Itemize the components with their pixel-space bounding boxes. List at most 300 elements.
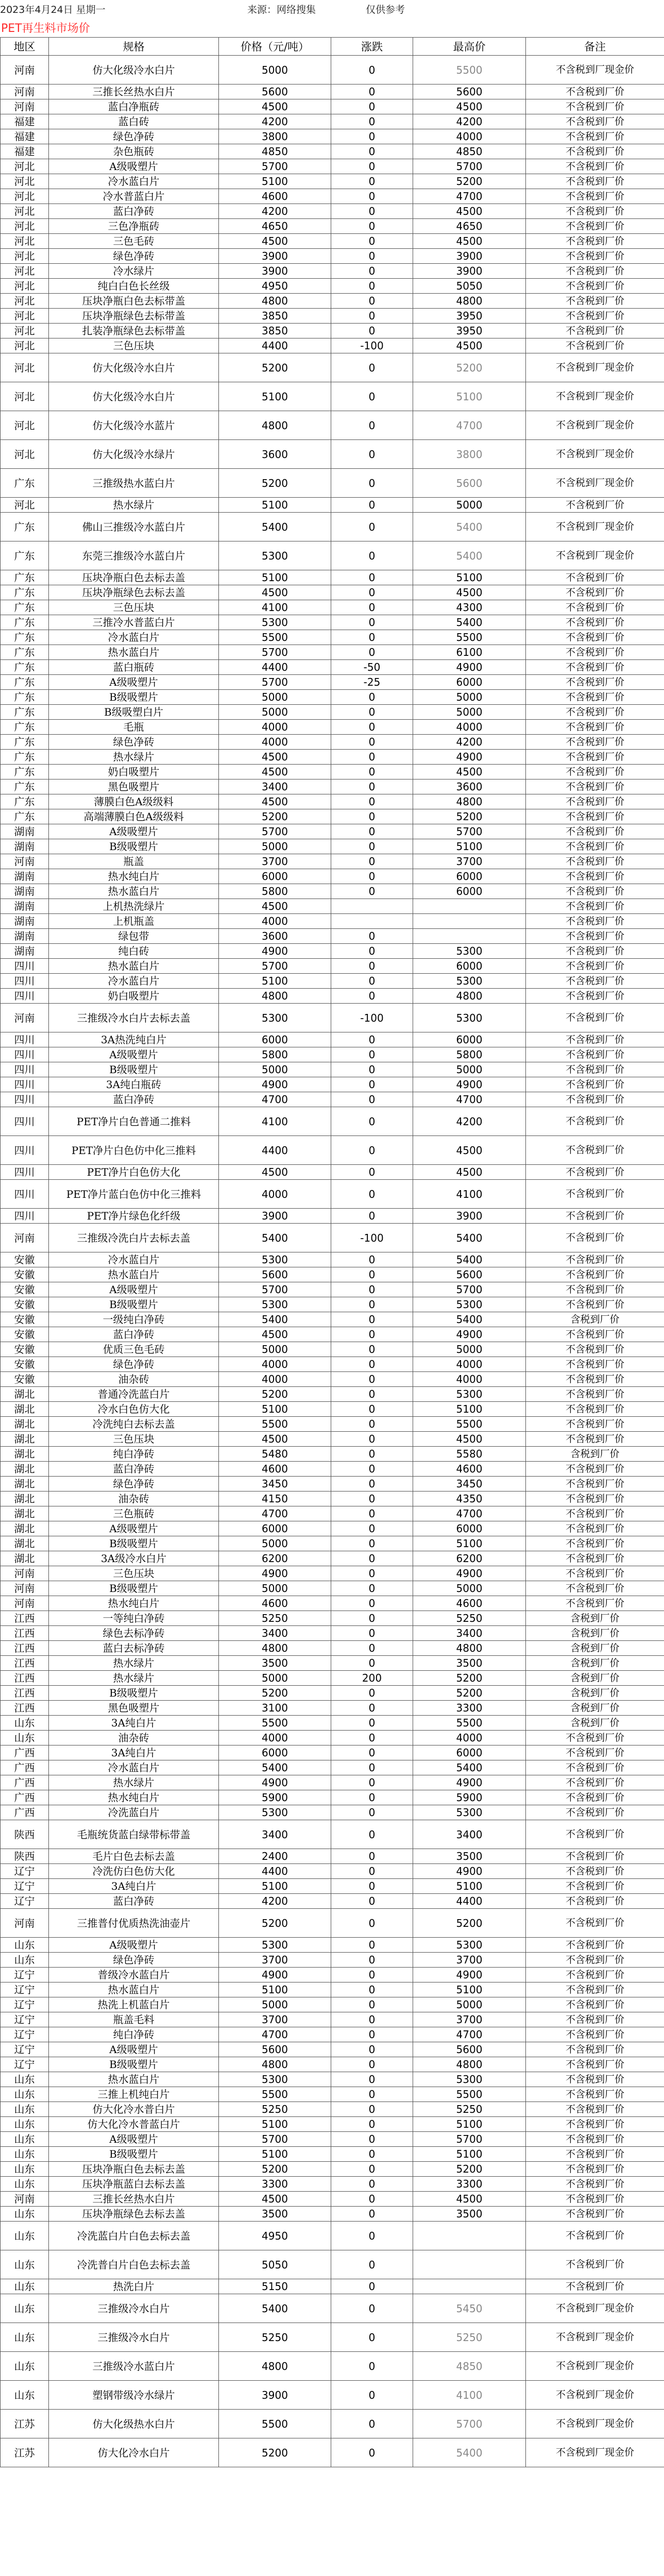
cell-spec: 蓝白瓶砖: [49, 660, 219, 675]
cell-price: 5200: [219, 809, 331, 824]
cell-region: 江苏: [1, 2438, 49, 2467]
cell-high: 5100: [413, 2147, 526, 2162]
cell-high: 6000: [413, 1521, 526, 1536]
cell-price: 3900: [219, 1209, 331, 1224]
cell-price: 4900: [219, 1566, 331, 1581]
cell-change: 0: [331, 884, 413, 899]
cell-price: 5100: [219, 2117, 331, 2132]
cell-high: 4500: [413, 1165, 526, 1180]
cell-price: 4500: [219, 99, 331, 114]
cell-change: 0: [331, 2042, 413, 2057]
cell-spec: 仿大化级冷水白片: [49, 382, 219, 411]
cell-change: -100: [331, 1224, 413, 1252]
cell-region: 广东: [1, 469, 49, 498]
cell-note: 不含税到厂价: [526, 338, 664, 353]
cell-note: 不含税到厂价: [526, 2102, 664, 2117]
cell-change: 0: [331, 440, 413, 469]
cell-change: 0: [331, 2222, 413, 2250]
cell-note: 不含税到厂价: [526, 2222, 664, 2250]
table-row: [1, 2381, 664, 2410]
cell-region: 广东: [1, 660, 49, 675]
cell-price: 5100: [219, 570, 331, 585]
report-reference-note: 仅供参考: [366, 4, 405, 15]
cell-region: 河北: [1, 353, 49, 382]
cell-note: 不含税到厂价: [526, 690, 664, 705]
cell-note: 不含税到厂价: [526, 765, 664, 779]
cell-spec: B级吸塑片: [49, 1297, 219, 1312]
cell-region: 山东: [1, 1731, 49, 1745]
table-row: [1, 1716, 664, 1731]
cell-spec: B级吸塑片: [49, 1581, 219, 1596]
cell-note: 不含税到厂价: [526, 1180, 664, 1209]
table-row: [1, 1136, 664, 1165]
cell-price: 4500: [219, 585, 331, 600]
cell-spec: 三色压块: [49, 1432, 219, 1447]
cell-change: 0: [331, 1047, 413, 1062]
cell-region: 湖南: [1, 944, 49, 959]
cell-price: 4150: [219, 1492, 331, 1506]
cell-price: 4000: [219, 1180, 331, 1209]
report-title-row: [0, 18, 664, 37]
cell-high: 6200: [413, 1551, 526, 1566]
cell-spec: 蓝白净瓶砖: [49, 99, 219, 114]
cell-high: 4500: [413, 585, 526, 600]
cell-price: 5600: [219, 84, 331, 99]
cell-spec: 热水绿片: [49, 750, 219, 765]
cell-note: 不含税到厂价: [526, 1297, 664, 1312]
cell-region: 河北: [1, 174, 49, 189]
table-row: [1, 513, 664, 541]
cell-price: 4800: [219, 411, 331, 440]
table-row: [1, 1417, 664, 1432]
cell-high: 3700: [413, 854, 526, 869]
cell-change: 0: [331, 2087, 413, 2102]
table-row: [1, 2192, 664, 2207]
cell-spec: A级吸塑片: [49, 1047, 219, 1062]
cell-note: 不含税到厂价: [526, 1004, 664, 1032]
cell-region: 辽宁: [1, 1997, 49, 2012]
cell-note: 不含税到厂价: [526, 234, 664, 249]
cell-spec: 压块净瓶绿色去标去盖: [49, 585, 219, 600]
cell-note: 不含税到厂价: [526, 1596, 664, 1611]
cell-price: 5000: [219, 1671, 331, 1686]
cell-change: 0: [331, 750, 413, 765]
table-row: [1, 1327, 664, 1342]
cell-note: 含税到厂价: [526, 1611, 664, 1626]
cell-note: 不含税到厂价: [526, 114, 664, 129]
cell-change: 0: [331, 809, 413, 824]
cell-spec: 三推级冷洗白片去标去盖: [49, 1224, 219, 1252]
cell-region: 广东: [1, 794, 49, 809]
cell-high: 3700: [413, 2012, 526, 2027]
cell-high: 4500: [413, 234, 526, 249]
cell-change: 0: [331, 1107, 413, 1136]
cell-note: 不含税到厂价: [526, 600, 664, 615]
table-row: [1, 1209, 664, 1224]
cell-spec: A级吸塑片: [49, 824, 219, 839]
table-row: [1, 1342, 664, 1357]
cell-high: [413, 2250, 526, 2279]
cell-high: 3300: [413, 1701, 526, 1716]
cell-note: 含税到厂价: [526, 1312, 664, 1327]
cell-note: 不含税到厂价: [526, 2207, 664, 2222]
cell-change: 0: [331, 1611, 413, 1626]
cell-note: 不含税到厂价: [526, 914, 664, 929]
cell-note: 不含税到厂价: [526, 1032, 664, 1047]
table-row: [1, 1462, 664, 1477]
cell-spec: 蓝白净砖: [49, 1894, 219, 1909]
cell-price: 4500: [219, 2192, 331, 2207]
cell-price: 4700: [219, 2027, 331, 2042]
cell-price: 5250: [219, 2323, 331, 2352]
cell-high: 4700: [413, 411, 526, 440]
cell-high: 4000: [413, 1372, 526, 1387]
cell-high: 5100: [413, 2117, 526, 2132]
cell-spec: A级吸塑片: [49, 1521, 219, 1536]
cell-spec: 奶白吸塑片: [49, 765, 219, 779]
cell-price: 3400: [219, 779, 331, 794]
table-row: [1, 1077, 664, 1092]
cell-change: 0: [331, 2012, 413, 2027]
cell-change: 0: [331, 1180, 413, 1209]
cell-high: 4900: [413, 1327, 526, 1342]
table-row: [1, 2117, 664, 2132]
cell-high: 5300: [413, 1387, 526, 1402]
cell-region: 河北: [1, 498, 49, 513]
cell-spec: B级吸塑片: [49, 2147, 219, 2162]
cell-region: 湖南: [1, 869, 49, 884]
table-row: [1, 2222, 664, 2250]
cell-price: 5000: [219, 690, 331, 705]
cell-high: 4650: [413, 219, 526, 234]
cell-note: 含税到厂价: [526, 1641, 664, 1656]
cell-high: 3400: [413, 1820, 526, 1849]
cell-high: 4200: [413, 114, 526, 129]
table-row: [1, 1581, 664, 1596]
table-row: [1, 794, 664, 809]
cell-price: 4700: [219, 1506, 331, 1521]
table-row: [1, 1180, 664, 1209]
cell-spec: 三推冷水普蓝白片: [49, 615, 219, 630]
cell-spec: 普通冷洗蓝白片: [49, 1387, 219, 1402]
cell-price: 5050: [219, 2250, 331, 2279]
cell-spec: 蓝白砖: [49, 114, 219, 129]
table-row: [1, 204, 664, 219]
cell-high: 4900: [413, 1775, 526, 1790]
table-row: [1, 324, 664, 338]
table-row: [1, 1641, 664, 1656]
cell-note: 不含税到厂价: [526, 1953, 664, 1968]
cell-change: 0: [331, 929, 413, 944]
cell-price: 5500: [219, 2087, 331, 2102]
cell-high: 5500: [413, 2087, 526, 2102]
cell-change: 0: [331, 309, 413, 324]
cell-change: 0: [331, 1686, 413, 1701]
cell-change: 0: [331, 1641, 413, 1656]
table-row: [1, 914, 664, 929]
cell-region: 安徽: [1, 1282, 49, 1297]
table-row: [1, 2102, 664, 2117]
cell-high: 4900: [413, 750, 526, 765]
cell-change: 0: [331, 1716, 413, 1731]
cell-region: 湖北: [1, 1387, 49, 1402]
cell-note: 不含税到厂价: [526, 1432, 664, 1447]
cell-high: 3450: [413, 1477, 526, 1492]
table-row: [1, 779, 664, 794]
cell-change: 0: [331, 2352, 413, 2381]
cell-region: 福建: [1, 114, 49, 129]
cell-change: 0: [331, 2132, 413, 2147]
cell-price: 3700: [219, 854, 331, 869]
cell-note: 不含税到厂现金价: [526, 56, 664, 84]
cell-spec: PET净片白色普通二推料: [49, 1107, 219, 1136]
cell-high: 4500: [413, 765, 526, 779]
cell-note: 不含税到厂价: [526, 498, 664, 513]
cell-region: 四川: [1, 1180, 49, 1209]
cell-price: 4900: [219, 944, 331, 959]
cell-high: 4000: [413, 129, 526, 144]
cell-change: 0: [331, 56, 413, 84]
table-row: [1, 1686, 664, 1701]
cell-spec: 热水绿片: [49, 498, 219, 513]
table-row: [1, 1864, 664, 1879]
cell-note: 不含税到厂价: [526, 1165, 664, 1180]
cell-price: 4100: [219, 1107, 331, 1136]
cell-region: 湖北: [1, 1521, 49, 1536]
cell-price: 5100: [219, 1879, 331, 1894]
report-source: 来源：网络搜集: [247, 4, 316, 15]
table-row: [1, 839, 664, 854]
cell-price: 4400: [219, 660, 331, 675]
table-row: [1, 1997, 664, 2012]
cell-spec: 热水蓝白片: [49, 1982, 219, 1997]
cell-spec: 仿大化级冷水白片: [49, 56, 219, 84]
cell-high: 5500: [413, 630, 526, 645]
cell-note: 不含税到厂价: [526, 189, 664, 204]
table-row: [1, 2012, 664, 2027]
cell-spec: 蓝白净砖: [49, 204, 219, 219]
cell-region: 湖北: [1, 1462, 49, 1477]
cell-high: 5200: [413, 353, 526, 382]
cell-spec: 3A纯白片: [49, 1879, 219, 1894]
cell-spec: 热水绿片: [49, 1671, 219, 1686]
cell-note: 不含税到厂价: [526, 1357, 664, 1372]
cell-change: 0: [331, 1820, 413, 1849]
cell-price: 4950: [219, 2222, 331, 2250]
cell-price: 4500: [219, 1327, 331, 1342]
table-row: [1, 1252, 664, 1267]
cell-spec: 三推上机纯白片: [49, 2087, 219, 2102]
cell-spec: 三色瓶砖: [49, 1506, 219, 1521]
cell-change: 0: [331, 1790, 413, 1805]
cell-note: 不含税到厂现金价: [526, 2438, 664, 2467]
report-date: 2023年4月24日 星期一: [0, 4, 106, 15]
cell-region: 福建: [1, 129, 49, 144]
cell-high: 4100: [413, 1180, 526, 1209]
cell-high: 3500: [413, 2207, 526, 2222]
cell-spec: A级吸塑片: [49, 675, 219, 690]
cell-change: 0: [331, 1447, 413, 1462]
cell-change: 0: [331, 99, 413, 114]
cell-high: 5450: [413, 2294, 526, 2323]
table-row: [1, 84, 664, 99]
cell-change: 0: [331, 690, 413, 705]
cell-price: 5000: [219, 1062, 331, 1077]
cell-region: 湖南: [1, 839, 49, 854]
cell-change: 0: [331, 1521, 413, 1536]
price-table-body: [1, 56, 664, 2467]
cell-region: 四川: [1, 959, 49, 974]
cell-region: 山东: [1, 1953, 49, 1968]
cell-high: [413, 2222, 526, 2250]
cell-note: 不含税到厂价: [526, 1506, 664, 1521]
cell-high: 3800: [413, 440, 526, 469]
cell-high: 5200: [413, 1909, 526, 1938]
cell-high: 3400: [413, 1626, 526, 1641]
cell-high: 5400: [413, 513, 526, 541]
table-row: [1, 1775, 664, 1790]
cell-high: 5700: [413, 2132, 526, 2147]
table-row: [1, 1506, 664, 1521]
cell-high: 5200: [413, 2162, 526, 2177]
cell-change: 0: [331, 974, 413, 989]
table-row: [1, 1551, 664, 1566]
cell-high: 4400: [413, 1894, 526, 1909]
cell-spec: 3A纯白片: [49, 1716, 219, 1731]
cell-note: 不含税到厂价: [526, 974, 664, 989]
cell-note: 不含税到厂价: [526, 899, 664, 914]
cell-region: 广东: [1, 765, 49, 779]
cell-note: 不含税到厂价: [526, 2279, 664, 2294]
cell-high: 4850: [413, 144, 526, 159]
cell-price: 5200: [219, 2162, 331, 2177]
cell-region: 河南: [1, 99, 49, 114]
cell-change: 0: [331, 1092, 413, 1107]
cell-high: 4500: [413, 1136, 526, 1165]
cell-region: 山东: [1, 2102, 49, 2117]
cell-spec: 3A纯白瓶砖: [49, 1077, 219, 1092]
cell-spec: 塑钢带级冷水绿片: [49, 2381, 219, 2410]
cell-high: 5000: [413, 498, 526, 513]
cell-spec: 3A纯白片: [49, 1745, 219, 1760]
cell-spec: 热洗白片: [49, 2279, 219, 2294]
cell-region: 广东: [1, 600, 49, 615]
cell-spec: 佛山三推级冷水蓝白片: [49, 513, 219, 541]
cell-high: 5100: [413, 1536, 526, 1551]
cell-change: 0: [331, 1864, 413, 1879]
cell-note: 不含税到厂价: [526, 309, 664, 324]
cell-change: 0: [331, 1077, 413, 1092]
cell-region: 湖北: [1, 1432, 49, 1447]
cell-region: 安徽: [1, 1357, 49, 1372]
cell-note: 含税到厂价: [526, 1447, 664, 1462]
cell-region: 山东: [1, 2147, 49, 2162]
cell-note: 不含税到厂价: [526, 1581, 664, 1596]
cell-change: -100: [331, 338, 413, 353]
table-row: [1, 2147, 664, 2162]
cell-price: 5700: [219, 959, 331, 974]
cell-price: 3400: [219, 1626, 331, 1641]
cell-price: 5700: [219, 824, 331, 839]
table-row: [1, 645, 664, 660]
cell-change: 0: [331, 2147, 413, 2162]
cell-region: 四川: [1, 1107, 49, 1136]
cell-change: 0: [331, 765, 413, 779]
table-row: [1, 1968, 664, 1982]
cell-spec: 冷洗仿白色仿大化: [49, 1864, 219, 1879]
cell-high: 3950: [413, 309, 526, 324]
table-row: [1, 249, 664, 264]
cell-price: 3500: [219, 1656, 331, 1671]
cell-note: 含税到厂价: [526, 1716, 664, 1731]
table-row: [1, 2410, 664, 2438]
cell-change: 0: [331, 1953, 413, 1968]
cell-spec: 三推长丝热水白片: [49, 84, 219, 99]
cell-high: 5100: [413, 570, 526, 585]
cell-price: 4400: [219, 338, 331, 353]
table-row: [1, 1805, 664, 1820]
cell-high: 5000: [413, 1062, 526, 1077]
cell-region: 广东: [1, 570, 49, 585]
cell-high: 5300: [413, 2072, 526, 2087]
cell-spec: 压块净瓶绿色去标去盖: [49, 2207, 219, 2222]
cell-high: 5000: [413, 690, 526, 705]
cell-spec: B级吸塑白片: [49, 705, 219, 720]
cell-price: 4600: [219, 1596, 331, 1611]
cell-change: 0: [331, 2057, 413, 2072]
cell-change: 0: [331, 279, 413, 294]
cell-price: 3450: [219, 1477, 331, 1492]
table-row: [1, 1656, 664, 1671]
cell-spec: A级吸塑片: [49, 2132, 219, 2147]
table-row: [1, 660, 664, 675]
cell-price: 4400: [219, 1864, 331, 1879]
cell-change: 0: [331, 779, 413, 794]
table-row: [1, 1731, 664, 1745]
cell-high: 3900: [413, 249, 526, 264]
table-row: [1, 1566, 664, 1581]
cell-price: 4850: [219, 144, 331, 159]
cell-note: 不含税到厂价: [526, 1462, 664, 1477]
cell-high: 4500: [413, 1432, 526, 1447]
cell-spec: PET净片绿色化纤级: [49, 1209, 219, 1224]
table-row: [1, 219, 664, 234]
cell-price: 5150: [219, 2279, 331, 2294]
cell-change: 0: [331, 1701, 413, 1716]
cell-spec: 纯白净砖: [49, 2027, 219, 2042]
table-row: [1, 114, 664, 129]
table-row: [1, 675, 664, 690]
cell-region: 安徽: [1, 1342, 49, 1357]
cell-price: 5300: [219, 1004, 331, 1032]
cell-spec: 蓝白净砖: [49, 1092, 219, 1107]
cell-note: 不含税到厂价: [526, 1224, 664, 1252]
cell-change: 0: [331, 1492, 413, 1506]
cell-region: 江西: [1, 1656, 49, 1671]
cell-note: 不含税到厂价: [526, 675, 664, 690]
cell-price: 3900: [219, 264, 331, 279]
cell-note: 不含税到厂价: [526, 99, 664, 114]
cell-spec: 绿色去标净砖: [49, 1626, 219, 1641]
cell-change: 0: [331, 1997, 413, 2012]
cell-spec: 三推级冷水白片: [49, 2294, 219, 2323]
cell-note: 不含税到厂现金价: [526, 513, 664, 541]
cell-spec: 压块净瓶蓝白去标去盖: [49, 2177, 219, 2192]
report-title: PET再生料市场价: [1, 22, 90, 35]
cell-spec: 毛瓶: [49, 720, 219, 735]
cell-spec: 冷水蓝白片: [49, 1760, 219, 1775]
cell-note: 不含税到厂价: [526, 794, 664, 809]
